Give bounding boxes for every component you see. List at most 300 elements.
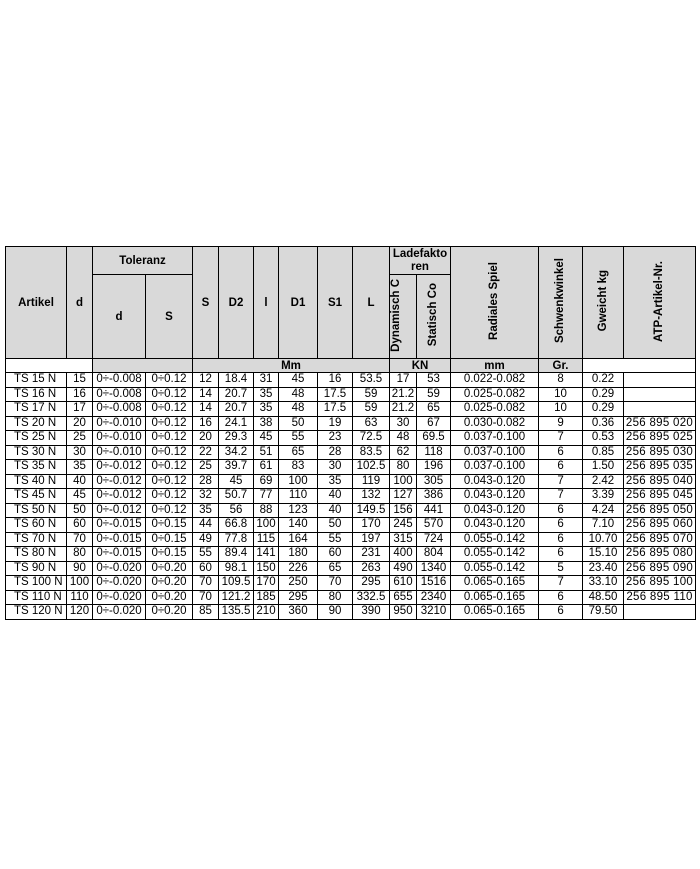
cell-statisch: 65 bbox=[417, 402, 451, 417]
cell-d2: 45 bbox=[219, 474, 254, 489]
cell-artikel: TS 40 N bbox=[6, 474, 67, 489]
cell-statisch: 67 bbox=[417, 416, 451, 431]
cell-artikel: TS 25 N bbox=[6, 431, 67, 446]
cell-gewicht: 4.24 bbox=[583, 503, 624, 518]
header-radiales-spiel: Radiales Spiel bbox=[451, 247, 539, 359]
cell-statisch: 1340 bbox=[417, 561, 451, 576]
cell-d: 16 bbox=[67, 387, 93, 402]
cell-schwenkwinkel: 7 bbox=[539, 576, 583, 591]
cell-toleranz-s: 0÷0.20 bbox=[146, 561, 193, 576]
cell-s: 22 bbox=[193, 445, 219, 460]
header-toleranz-s: S bbox=[146, 275, 193, 359]
cell-d2: 24.1 bbox=[219, 416, 254, 431]
table-row bbox=[6, 503, 696, 518]
cell-s: 70 bbox=[193, 590, 219, 605]
cell-d2: 121.2 bbox=[219, 590, 254, 605]
header-schwenkwinkel: Schwenkwinkel bbox=[539, 247, 583, 359]
spec-table-container bbox=[5, 246, 695, 620]
cell-radiales-spiel: 0.043-0.120 bbox=[451, 489, 539, 504]
header-s1: S1 bbox=[318, 247, 353, 359]
cell-s1: 60 bbox=[318, 547, 353, 562]
cell-l: 77 bbox=[254, 489, 279, 504]
cell-radiales-spiel: 0.037-0.100 bbox=[451, 460, 539, 475]
cell-dynamisch: 245 bbox=[390, 518, 417, 533]
table-row bbox=[6, 460, 696, 475]
cell-l-big: 170 bbox=[353, 518, 390, 533]
cell-d1: 180 bbox=[279, 547, 318, 562]
cell-d1: 140 bbox=[279, 518, 318, 533]
cell-d2: 135.5 bbox=[219, 605, 254, 620]
cell-l: 88 bbox=[254, 503, 279, 518]
cell-toleranz-d: 0÷-0.012 bbox=[93, 474, 146, 489]
cell-l-big: 59 bbox=[353, 387, 390, 402]
cell-l-big: 72.5 bbox=[353, 431, 390, 446]
table-row bbox=[6, 590, 696, 605]
cell-s1: 65 bbox=[318, 561, 353, 576]
cell-dynamisch: 30 bbox=[390, 416, 417, 431]
cell-atp: 256 895 110 bbox=[624, 590, 696, 605]
cell-l: 185 bbox=[254, 590, 279, 605]
cell-schwenkwinkel: 6 bbox=[539, 532, 583, 547]
cell-l: 61 bbox=[254, 460, 279, 475]
cell-d1: 55 bbox=[279, 431, 318, 446]
cell-s1: 70 bbox=[318, 576, 353, 591]
cell-statisch: 305 bbox=[417, 474, 451, 489]
table-row bbox=[6, 431, 696, 446]
cell-toleranz-d: 0÷-0.020 bbox=[93, 590, 146, 605]
cell-gewicht: 0.22 bbox=[583, 373, 624, 388]
cell-statisch: 570 bbox=[417, 518, 451, 533]
cell-gewicht: 15.10 bbox=[583, 547, 624, 562]
cell-d1: 48 bbox=[279, 387, 318, 402]
cell-dynamisch: 21.2 bbox=[390, 402, 417, 417]
cell-schwenkwinkel: 8 bbox=[539, 373, 583, 388]
cell-toleranz-d: 0÷-0.010 bbox=[93, 445, 146, 460]
header-ladefaktoren: Ladefakto ren bbox=[390, 247, 451, 275]
cell-schwenkwinkel: 5 bbox=[539, 561, 583, 576]
cell-schwenkwinkel: 6 bbox=[539, 605, 583, 620]
cell-d: 40 bbox=[67, 474, 93, 489]
cell-toleranz-s: 0÷0.12 bbox=[146, 431, 193, 446]
cell-s: 12 bbox=[193, 373, 219, 388]
cell-artikel: TS 110 N bbox=[6, 590, 67, 605]
cell-d1: 110 bbox=[279, 489, 318, 504]
cell-artikel: TS 90 N bbox=[6, 561, 67, 576]
cell-d: 70 bbox=[67, 532, 93, 547]
cell-toleranz-d: 0÷-0.012 bbox=[93, 489, 146, 504]
cell-s1: 28 bbox=[318, 445, 353, 460]
cell-atp: 256 895 035 bbox=[624, 460, 696, 475]
cell-d: 90 bbox=[67, 561, 93, 576]
cell-l-big: 332.5 bbox=[353, 590, 390, 605]
cell-d2: 20.7 bbox=[219, 387, 254, 402]
table-row bbox=[6, 547, 696, 562]
cell-gewicht: 48.50 bbox=[583, 590, 624, 605]
cell-radiales-spiel: 0.043-0.120 bbox=[451, 474, 539, 489]
header-statisch: Statisch Co bbox=[417, 275, 451, 359]
cell-radiales-spiel: 0.065-0.165 bbox=[451, 605, 539, 620]
cell-schwenkwinkel: 6 bbox=[539, 518, 583, 533]
cell-s: 25 bbox=[193, 460, 219, 475]
header-s: S bbox=[193, 247, 219, 359]
cell-l-big: 119 bbox=[353, 474, 390, 489]
cell-radiales-spiel: 0.022-0.082 bbox=[451, 373, 539, 388]
unit-mm-main: Mm bbox=[193, 359, 390, 373]
cell-s: 28 bbox=[193, 474, 219, 489]
cell-gewicht: 0.85 bbox=[583, 445, 624, 460]
header-toleranz: Toleranz bbox=[93, 247, 193, 275]
cell-artikel: TS 20 N bbox=[6, 416, 67, 431]
cell-d1: 65 bbox=[279, 445, 318, 460]
cell-radiales-spiel: 0.065-0.165 bbox=[451, 590, 539, 605]
cell-d1: 295 bbox=[279, 590, 318, 605]
cell-gewicht: 10.70 bbox=[583, 532, 624, 547]
cell-l: 51 bbox=[254, 445, 279, 460]
cell-atp: 256 895 030 bbox=[624, 445, 696, 460]
cell-artikel: TS 120 N bbox=[6, 605, 67, 620]
cell-artikel: TS 17 N bbox=[6, 402, 67, 417]
cell-radiales-spiel: 0.043-0.120 bbox=[451, 518, 539, 533]
cell-statisch: 2340 bbox=[417, 590, 451, 605]
cell-l-big: 59 bbox=[353, 402, 390, 417]
cell-toleranz-s: 0÷0.12 bbox=[146, 416, 193, 431]
cell-toleranz-d: 0÷-0.020 bbox=[93, 605, 146, 620]
cell-toleranz-d: 0÷-0.012 bbox=[93, 460, 146, 475]
cell-s1: 35 bbox=[318, 474, 353, 489]
cell-s1: 19 bbox=[318, 416, 353, 431]
cell-l-big: 149.5 bbox=[353, 503, 390, 518]
cell-dynamisch: 17 bbox=[390, 373, 417, 388]
cell-s: 60 bbox=[193, 561, 219, 576]
cell-dynamisch: 127 bbox=[390, 489, 417, 504]
cell-statisch: 196 bbox=[417, 460, 451, 475]
cell-s1: 30 bbox=[318, 460, 353, 475]
cell-s1: 55 bbox=[318, 532, 353, 547]
cell-toleranz-s: 0÷0.12 bbox=[146, 474, 193, 489]
cell-d: 17 bbox=[67, 402, 93, 417]
cell-s: 14 bbox=[193, 387, 219, 402]
cell-l: 100 bbox=[254, 518, 279, 533]
cell-dynamisch: 950 bbox=[390, 605, 417, 620]
cell-l-big: 132 bbox=[353, 489, 390, 504]
cell-artikel: TS 30 N bbox=[6, 445, 67, 460]
table-header bbox=[6, 247, 696, 373]
cell-s: 70 bbox=[193, 576, 219, 591]
unit-mm-spiel: mm bbox=[451, 359, 539, 373]
cell-statisch: 724 bbox=[417, 532, 451, 547]
cell-s1: 23 bbox=[318, 431, 353, 446]
cell-artikel: TS 35 N bbox=[6, 460, 67, 475]
cell-dynamisch: 48 bbox=[390, 431, 417, 446]
cell-s1: 17.5 bbox=[318, 387, 353, 402]
cell-s: 32 bbox=[193, 489, 219, 504]
cell-d2: 66.8 bbox=[219, 518, 254, 533]
table-row bbox=[6, 532, 696, 547]
cell-statisch: 1516 bbox=[417, 576, 451, 591]
cell-gewicht: 2.42 bbox=[583, 474, 624, 489]
cell-statisch: 386 bbox=[417, 489, 451, 504]
cell-statisch: 804 bbox=[417, 547, 451, 562]
cell-l: 45 bbox=[254, 431, 279, 446]
cell-dynamisch: 156 bbox=[390, 503, 417, 518]
cell-d2: 34.2 bbox=[219, 445, 254, 460]
cell-atp: 256 895 040 bbox=[624, 474, 696, 489]
cell-artikel: TS 60 N bbox=[6, 518, 67, 533]
cell-d1: 360 bbox=[279, 605, 318, 620]
cell-d2: 77.8 bbox=[219, 532, 254, 547]
table-body bbox=[6, 373, 696, 620]
cell-atp bbox=[624, 402, 696, 417]
cell-l: 210 bbox=[254, 605, 279, 620]
cell-toleranz-s: 0÷0.12 bbox=[146, 445, 193, 460]
cell-toleranz-d: 0÷-0.015 bbox=[93, 518, 146, 533]
cell-atp: 256 895 090 bbox=[624, 561, 696, 576]
cell-s1: 40 bbox=[318, 503, 353, 518]
cell-l: 35 bbox=[254, 402, 279, 417]
cell-toleranz-d: 0÷-0.015 bbox=[93, 547, 146, 562]
cell-toleranz-s: 0÷0.12 bbox=[146, 489, 193, 504]
cell-dynamisch: 315 bbox=[390, 532, 417, 547]
cell-gewicht: 79.50 bbox=[583, 605, 624, 620]
cell-l-big: 83.5 bbox=[353, 445, 390, 460]
table-row bbox=[6, 576, 696, 591]
cell-schwenkwinkel: 6 bbox=[539, 503, 583, 518]
cell-l: 141 bbox=[254, 547, 279, 562]
cell-gewicht: 23.40 bbox=[583, 561, 624, 576]
cell-l: 170 bbox=[254, 576, 279, 591]
cell-d1: 164 bbox=[279, 532, 318, 547]
cell-gewicht: 0.29 bbox=[583, 387, 624, 402]
cell-radiales-spiel: 0.037-0.100 bbox=[451, 431, 539, 446]
cell-d2: 18.4 bbox=[219, 373, 254, 388]
cell-toleranz-d: 0÷-0.020 bbox=[93, 561, 146, 576]
cell-l: 115 bbox=[254, 532, 279, 547]
cell-d: 60 bbox=[67, 518, 93, 533]
cell-dynamisch: 400 bbox=[390, 547, 417, 562]
cell-s1: 80 bbox=[318, 590, 353, 605]
cell-d1: 100 bbox=[279, 474, 318, 489]
header-gewicht: Gweicht kg bbox=[583, 247, 624, 359]
cell-toleranz-s: 0÷0.15 bbox=[146, 532, 193, 547]
cell-atp bbox=[624, 387, 696, 402]
cell-d: 110 bbox=[67, 590, 93, 605]
cell-l: 150 bbox=[254, 561, 279, 576]
header-dynamisch: Dynamisch C bbox=[390, 275, 417, 359]
cell-toleranz-s: 0÷0.20 bbox=[146, 590, 193, 605]
cell-d2: 56 bbox=[219, 503, 254, 518]
cell-statisch: 59 bbox=[417, 387, 451, 402]
cell-atp bbox=[624, 373, 696, 388]
cell-s: 49 bbox=[193, 532, 219, 547]
cell-dynamisch: 62 bbox=[390, 445, 417, 460]
cell-dynamisch: 100 bbox=[390, 474, 417, 489]
table-row bbox=[6, 518, 696, 533]
cell-d1: 250 bbox=[279, 576, 318, 591]
cell-l-big: 53.5 bbox=[353, 373, 390, 388]
cell-gewicht: 33.10 bbox=[583, 576, 624, 591]
header-d: d bbox=[67, 247, 93, 359]
cell-toleranz-s: 0÷0.12 bbox=[146, 387, 193, 402]
header-artikel: Artikel bbox=[6, 247, 67, 359]
cell-s: 85 bbox=[193, 605, 219, 620]
header-atp: ATP-Artikel-Nr. bbox=[624, 247, 696, 359]
cell-schwenkwinkel: 6 bbox=[539, 590, 583, 605]
cell-schwenkwinkel: 10 bbox=[539, 402, 583, 417]
table-row bbox=[6, 387, 696, 402]
cell-atp: 256 895 060 bbox=[624, 518, 696, 533]
cell-artikel: TS 16 N bbox=[6, 387, 67, 402]
cell-l: 38 bbox=[254, 416, 279, 431]
cell-d2: 109.5 bbox=[219, 576, 254, 591]
cell-gewicht: 3.39 bbox=[583, 489, 624, 504]
cell-d: 25 bbox=[67, 431, 93, 446]
table-row bbox=[6, 605, 696, 620]
cell-dynamisch: 490 bbox=[390, 561, 417, 576]
table-row bbox=[6, 561, 696, 576]
cell-gewicht: 7.10 bbox=[583, 518, 624, 533]
cell-schwenkwinkel: 10 bbox=[539, 387, 583, 402]
header-d1: D1 bbox=[279, 247, 318, 359]
cell-toleranz-d: 0÷-0.010 bbox=[93, 416, 146, 431]
cell-atp: 256 895 050 bbox=[624, 503, 696, 518]
cell-d1: 226 bbox=[279, 561, 318, 576]
cell-d1: 50 bbox=[279, 416, 318, 431]
cell-radiales-spiel: 0.025-0.082 bbox=[451, 387, 539, 402]
cell-s1: 90 bbox=[318, 605, 353, 620]
unit-spacer-right bbox=[583, 359, 696, 373]
cell-l-big: 197 bbox=[353, 532, 390, 547]
cell-artikel: TS 70 N bbox=[6, 532, 67, 547]
unit-gr: Gr. bbox=[539, 359, 583, 373]
cell-toleranz-s: 0÷0.12 bbox=[146, 460, 193, 475]
cell-l-big: 295 bbox=[353, 576, 390, 591]
cell-d: 15 bbox=[67, 373, 93, 388]
cell-atp: 256 895 045 bbox=[624, 489, 696, 504]
cell-atp: 256 895 080 bbox=[624, 547, 696, 562]
cell-toleranz-s: 0÷0.20 bbox=[146, 605, 193, 620]
unit-spacer bbox=[6, 359, 93, 373]
cell-schwenkwinkel: 6 bbox=[539, 460, 583, 475]
cell-statisch: 69.5 bbox=[417, 431, 451, 446]
cell-l: 69 bbox=[254, 474, 279, 489]
cell-toleranz-s: 0÷0.12 bbox=[146, 402, 193, 417]
cell-d2: 50.7 bbox=[219, 489, 254, 504]
cell-d2: 20.7 bbox=[219, 402, 254, 417]
cell-radiales-spiel: 0.055-0.142 bbox=[451, 532, 539, 547]
table-row bbox=[6, 402, 696, 417]
cell-s1: 17.5 bbox=[318, 402, 353, 417]
table-row bbox=[6, 373, 696, 388]
cell-radiales-spiel: 0.065-0.165 bbox=[451, 576, 539, 591]
cell-schwenkwinkel: 7 bbox=[539, 431, 583, 446]
cell-s1: 40 bbox=[318, 489, 353, 504]
cell-toleranz-d: 0÷-0.008 bbox=[93, 373, 146, 388]
cell-d1: 123 bbox=[279, 503, 318, 518]
cell-d: 80 bbox=[67, 547, 93, 562]
cell-radiales-spiel: 0.055-0.142 bbox=[451, 547, 539, 562]
table-row bbox=[6, 416, 696, 431]
cell-toleranz-d: 0÷-0.020 bbox=[93, 576, 146, 591]
cell-toleranz-d: 0÷-0.008 bbox=[93, 387, 146, 402]
cell-gewicht: 0.29 bbox=[583, 402, 624, 417]
cell-toleranz-d: 0÷-0.010 bbox=[93, 431, 146, 446]
cell-s1: 16 bbox=[318, 373, 353, 388]
cell-dynamisch: 655 bbox=[390, 590, 417, 605]
cell-atp: 256 895 070 bbox=[624, 532, 696, 547]
cell-s: 20 bbox=[193, 431, 219, 446]
cell-d1: 48 bbox=[279, 402, 318, 417]
cell-gewicht: 1.50 bbox=[583, 460, 624, 475]
cell-dynamisch: 21.2 bbox=[390, 387, 417, 402]
cell-schwenkwinkel: 9 bbox=[539, 416, 583, 431]
cell-artikel: TS 15 N bbox=[6, 373, 67, 388]
cell-l-big: 102.5 bbox=[353, 460, 390, 475]
cell-statisch: 441 bbox=[417, 503, 451, 518]
cell-d: 45 bbox=[67, 489, 93, 504]
cell-toleranz-s: 0÷0.15 bbox=[146, 547, 193, 562]
table-row bbox=[6, 474, 696, 489]
cell-radiales-spiel: 0.055-0.142 bbox=[451, 561, 539, 576]
cell-toleranz-d: 0÷-0.015 bbox=[93, 532, 146, 547]
header-l-small: l bbox=[254, 247, 279, 359]
header-l-big: L bbox=[353, 247, 390, 359]
cell-atp: 256 895 100 bbox=[624, 576, 696, 591]
cell-radiales-spiel: 0.030-0.082 bbox=[451, 416, 539, 431]
cell-atp bbox=[624, 605, 696, 620]
bearing-spec-table bbox=[5, 246, 696, 620]
cell-d2: 29.3 bbox=[219, 431, 254, 446]
unit-kn: KN bbox=[390, 359, 451, 373]
cell-toleranz-s: 0÷0.20 bbox=[146, 576, 193, 591]
cell-s1: 50 bbox=[318, 518, 353, 533]
cell-d1: 45 bbox=[279, 373, 318, 388]
cell-schwenkwinkel: 6 bbox=[539, 547, 583, 562]
cell-l-big: 390 bbox=[353, 605, 390, 620]
cell-l-big: 263 bbox=[353, 561, 390, 576]
cell-l-big: 63 bbox=[353, 416, 390, 431]
cell-statisch: 118 bbox=[417, 445, 451, 460]
cell-l: 35 bbox=[254, 387, 279, 402]
cell-d: 100 bbox=[67, 576, 93, 591]
unit-spacer-tol bbox=[93, 359, 193, 373]
cell-radiales-spiel: 0.043-0.120 bbox=[451, 503, 539, 518]
table-row bbox=[6, 445, 696, 460]
cell-toleranz-s: 0÷0.12 bbox=[146, 503, 193, 518]
cell-statisch: 53 bbox=[417, 373, 451, 388]
header-toleranz-d: d bbox=[93, 275, 146, 359]
cell-d1: 83 bbox=[279, 460, 318, 475]
cell-toleranz-s: 0÷0.12 bbox=[146, 373, 193, 388]
cell-toleranz-s: 0÷0.15 bbox=[146, 518, 193, 533]
table-row bbox=[6, 489, 696, 504]
cell-atp: 256 895 025 bbox=[624, 431, 696, 446]
cell-radiales-spiel: 0.037-0.100 bbox=[451, 445, 539, 460]
cell-artikel: TS 100 N bbox=[6, 576, 67, 591]
cell-artikel: TS 50 N bbox=[6, 503, 67, 518]
cell-radiales-spiel: 0.025-0.082 bbox=[451, 402, 539, 417]
cell-gewicht: 0.53 bbox=[583, 431, 624, 446]
cell-d: 50 bbox=[67, 503, 93, 518]
cell-artikel: TS 45 N bbox=[6, 489, 67, 504]
cell-schwenkwinkel: 7 bbox=[539, 474, 583, 489]
cell-artikel: TS 80 N bbox=[6, 547, 67, 562]
header-d2: D2 bbox=[219, 247, 254, 359]
cell-gewicht: 0.36 bbox=[583, 416, 624, 431]
cell-toleranz-d: 0÷-0.008 bbox=[93, 402, 146, 417]
cell-l: 31 bbox=[254, 373, 279, 388]
cell-s: 14 bbox=[193, 402, 219, 417]
cell-s: 44 bbox=[193, 518, 219, 533]
